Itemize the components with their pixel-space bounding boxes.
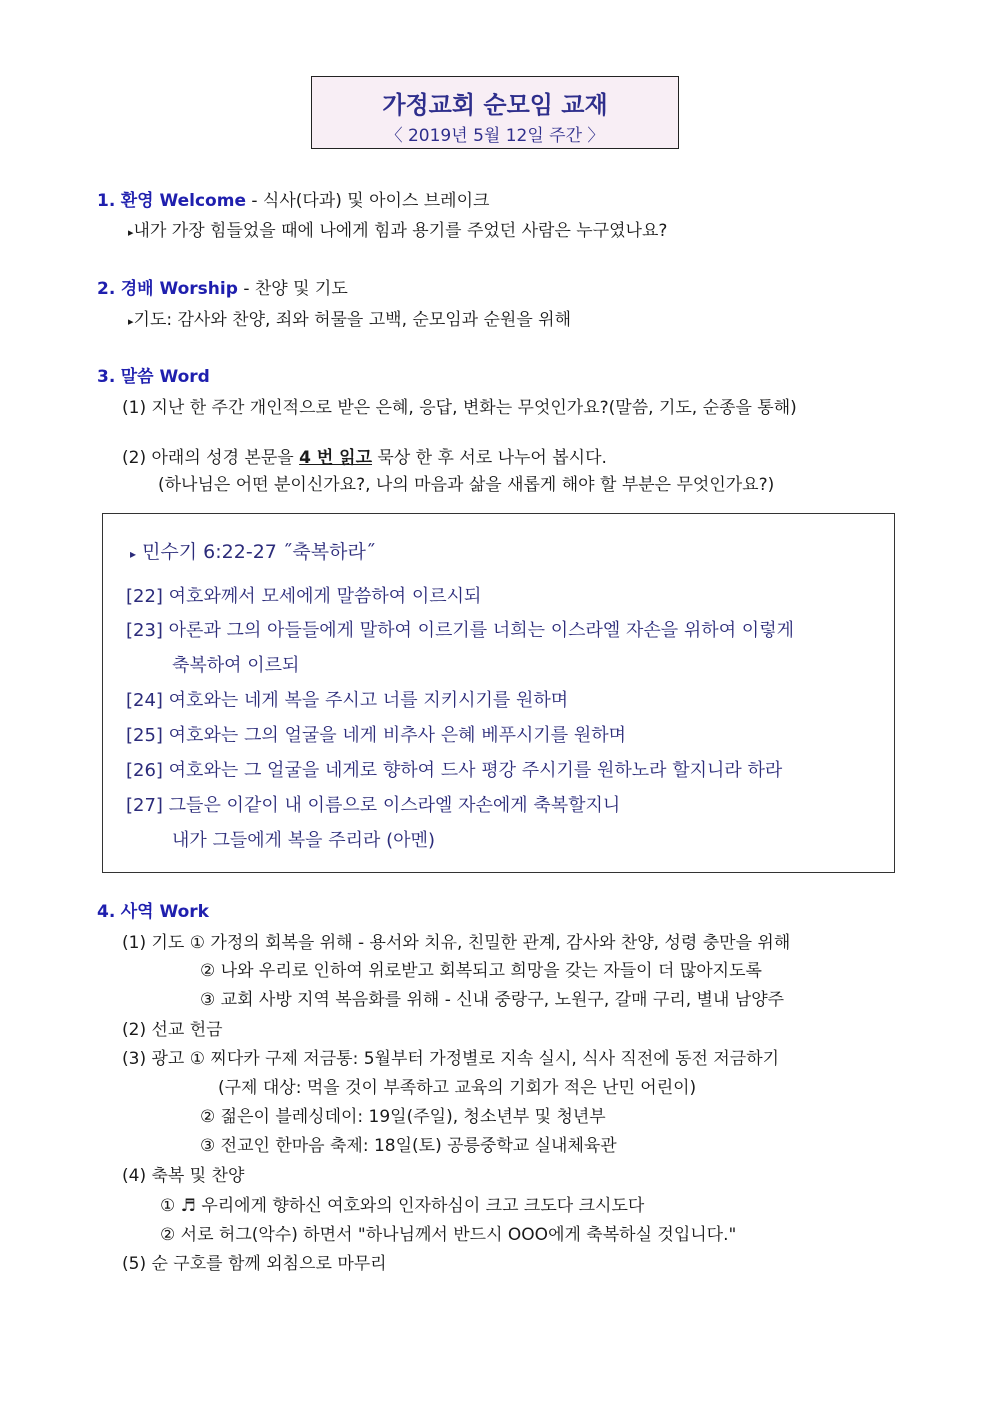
work-announce-a: ① 찌다카 구제 저금통: 5월부터 가정별로 지속 실시, 식사 직전에 동전 저금하기	[189, 1049, 780, 1069]
work-prayer-b: ② 나와 우리로 인하여 위로받고 회복되고 희망을 갖는 자들이 더 많아지도록	[200, 961, 762, 981]
welcome-item-text: 내가 가장 힘들었을 때에 나에게 힘과 용기를 주었던 사람은 누구였나요?	[133, 221, 668, 241]
verse-line: [27] 그들은 이같이 내 이름으로 이스라엘 자손에게 축복할지니	[126, 795, 621, 816]
work-prayer-label: (1) 기도	[122, 933, 185, 953]
section-title: 경배 Worship	[120, 279, 238, 299]
word-question-2-emphasis: 4 번 읽고	[299, 448, 373, 468]
word-question-1: (1) 지난 한 주간 개인적으로 받은 은혜, 응답, 변화는 무엇인가요?(말씀, 기도, 순종을 통해)	[122, 398, 797, 418]
work-prayer-a: ① 가정의 회복을 위해 - 용서와 치유, 친밀한 관계, 감사와 찬양, 성령 충만을 위해	[189, 933, 791, 953]
section-title: 환영 Welcome	[120, 191, 246, 211]
section-welcome-heading	[97, 186, 489, 211]
work-blessing-a-num: ①	[160, 1196, 176, 1216]
verse-line: [24] 여호와는 네게 복을 주시고 너를 지키시기를 원하며	[126, 690, 569, 711]
welcome-item	[128, 216, 667, 241]
verse-line: 내가 그들에게 복을 주리라 (아멘)	[172, 830, 435, 851]
title-box	[311, 76, 679, 149]
work-blessing-b: ② 서로 허그(악수) 하면서 "하나님께서 반드시 OOO에게 축복하실 것입니다."	[160, 1225, 737, 1245]
section-title: 사역 Work	[120, 902, 209, 922]
section-worship-heading	[97, 274, 348, 299]
work-offering: (2) 선교 헌금	[122, 1020, 223, 1040]
section-number: 3.	[97, 367, 116, 387]
work-prayer-1	[122, 928, 790, 953]
section-number: 4.	[97, 902, 116, 922]
verse-line: [22] 여호와께서 모세에게 말씀하여 이르시되	[126, 586, 482, 607]
triangle-right-icon: ▸	[128, 315, 134, 328]
worship-item-text: 기도: 감사와 찬양, 죄와 허물을 고백, 순모임과 순원을 위해	[133, 310, 572, 330]
word-question-2	[122, 443, 607, 468]
work-blessing-a-text: 우리에게 향하신 여호와의 인자하심이 크고 크도다 크시도다	[201, 1196, 645, 1216]
work-blessing-a	[160, 1191, 644, 1216]
section-work-heading	[97, 897, 209, 922]
page-title: 가정교회 순모임 교재	[382, 91, 608, 119]
music-note-icon: ♬	[180, 1196, 196, 1216]
triangle-right-icon: ▸	[128, 226, 134, 239]
work-announce-b: ② 젊은이 블레싱데이: 19일(주일), 청소년부 및 청년부	[200, 1107, 606, 1127]
section-number: 2.	[97, 279, 116, 299]
work-announce-a-sub: (구제 대상: 먹을 것이 부족하고 교육의 기회가 적은 난민 어린이)	[218, 1078, 697, 1098]
work-announce-label: (3) 광고	[122, 1049, 185, 1069]
work-prayer-c: ③ 교회 사방 지역 복음화를 위해 - 신내 중랑구, 노원구, 갈매 구리, 별내 남양주	[200, 990, 785, 1010]
triangle-right-icon: ▸	[130, 547, 137, 561]
section-desc: - 찬양 및 기도	[243, 279, 348, 299]
work-announce-c: ③ 전교인 한마음 축제: 18일(토) 공릉중학교 실내체육관	[200, 1136, 617, 1156]
section-number: 1.	[97, 191, 116, 211]
verse-line: 축복하여 이르되	[172, 655, 300, 676]
work-blessing: (4) 축복 및 찬양	[122, 1166, 245, 1186]
worship-item	[128, 305, 571, 330]
work-closing: (5) 순 구호를 함께 외침으로 마무리	[122, 1254, 387, 1274]
word-question-2-post: 묵상 한 후 서로 나누어 봅시다.	[372, 448, 607, 468]
word-question-2-sub: (하나님은 어떤 분이신가요?, 나의 마음과 삶을 새롭게 해야 할 부분은 무엇인가요?)	[158, 475, 775, 495]
scripture-heading	[130, 537, 375, 564]
section-desc: - 식사(다과) 및 아이스 브레이크	[251, 191, 490, 211]
section-title: 말씀 Word	[120, 367, 210, 387]
page-subtitle: 〈 2019년 5월 12일 주간 〉	[385, 126, 605, 146]
verse-line: [25] 여호와는 그의 얼굴을 네게 비추사 은혜 베푸시기를 원하며	[126, 725, 627, 746]
section-word-heading	[97, 362, 210, 387]
verse-line: [23] 아론과 그의 아들들에게 말하여 이르기를 너희는 이스라엘 자손을 위하여 이렇게	[126, 620, 794, 641]
word-question-2-pre: (2) 아래의 성경 본문을	[122, 448, 300, 468]
work-announce-1	[122, 1044, 779, 1069]
scripture-heading-text: 민수기 6:22-27 ˝축복하라˝	[142, 541, 376, 563]
verse-line: [26] 여호와는 그 얼굴을 네게로 향하여 드사 평강 주시기를 원하노라 할지니라 하라	[126, 760, 783, 781]
